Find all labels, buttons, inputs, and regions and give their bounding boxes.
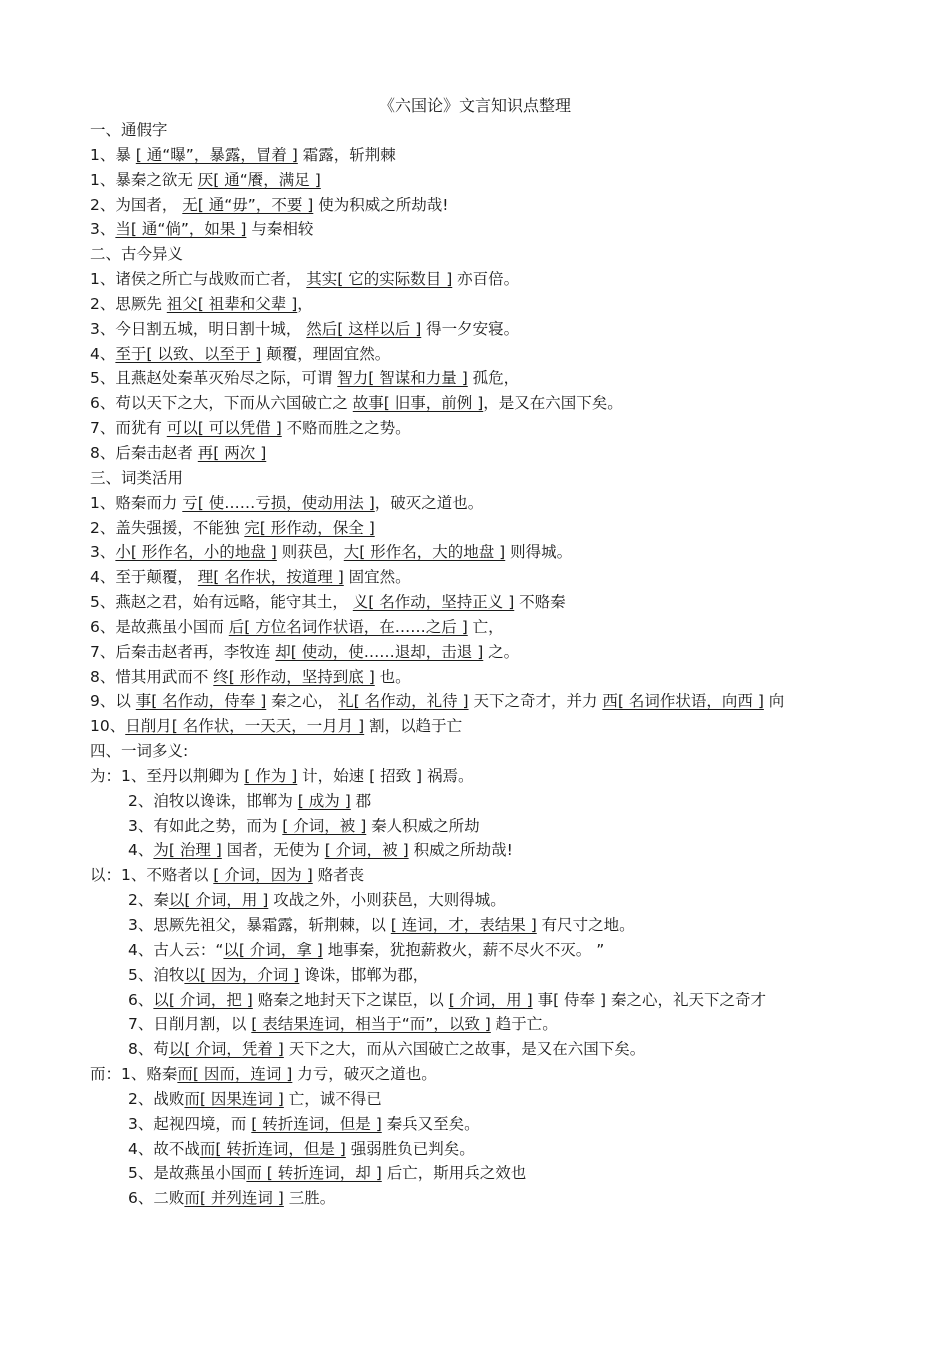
text-fragment: 4、 xyxy=(128,841,154,860)
text-line xyxy=(90,317,920,342)
text-fragment: 不赂而胜之之势。 xyxy=(281,419,411,438)
annotation: 后[ 方位名词作状语，在……之后 ] xyxy=(228,617,468,636)
text-fragment: 三胜。 xyxy=(283,1189,336,1208)
annotation: [ 成为 ] xyxy=(297,791,351,810)
text-fragment: 趋于亡。 xyxy=(490,1015,558,1034)
text-fragment: ，是又在六国下矣。 xyxy=(483,394,623,413)
text-fragment: 亦百倍。 xyxy=(452,270,520,289)
annotation: [ 表结果连词，相当于“而”，以致 ] xyxy=(251,1015,491,1034)
text-fragment: 赂秦之地封天下之谋臣，以 xyxy=(252,990,449,1009)
text-fragment: 向 xyxy=(763,692,785,711)
annotation: 而[ 因果连词 ] xyxy=(184,1089,284,1108)
text-fragment: 强弱胜负已判矣。 xyxy=(345,1139,475,1158)
text-fragment: 四、一词多义: xyxy=(90,742,189,761)
text-fragment: 使为积威之所劫哉! xyxy=(313,195,449,214)
text-fragment: 郡 xyxy=(350,791,372,810)
text-fragment: 5、燕赵之君，始有远略，能守其土， xyxy=(90,593,353,612)
text-fragment: 8、后秦击赵者 xyxy=(90,443,198,462)
text-line xyxy=(90,565,920,590)
annotation: 而[ 转折连词，但是 ] xyxy=(199,1139,346,1158)
annotation: 小[ 形作名，小的地盘 ] xyxy=(115,543,277,562)
text-fragment: 地事秦，犹抱薪救火，薪不尽火不灭。 ” xyxy=(322,940,605,959)
annotation: 义[ 名作动，坚持正义 ] xyxy=(352,593,515,612)
text-fragment: 孤危， xyxy=(467,369,520,388)
annotation: 以[ 介词，用 ] xyxy=(168,891,269,910)
annotation: 为[ 治理 ] xyxy=(153,841,222,860)
annotation: 以[ 介词，拿 ] xyxy=(223,940,323,959)
text-fragment: 7、日削月割，以 xyxy=(128,1015,252,1034)
text-fragment: 而：1、赂秦 xyxy=(90,1065,178,1084)
annotation: 故事[ 旧事，前例 ] xyxy=(352,394,484,413)
text-fragment: 5、洎牧 xyxy=(128,965,185,984)
annotation: 日削月[ 名作状，一天天，一月月 ] xyxy=(125,717,365,736)
text-fragment: 后亡，斯用兵之效也 xyxy=(381,1164,527,1183)
annotation: 以[ 介词，凭着 ] xyxy=(168,1040,284,1059)
annotation: 以[ 因为，介词 ] xyxy=(184,965,300,984)
annotation: [ 介词，被 ] xyxy=(282,816,367,835)
annotation: [ 介词，被 ] xyxy=(324,841,409,860)
annotation: 其实[ 它的实际数目 ] xyxy=(306,270,453,289)
text-line xyxy=(90,366,920,391)
text-fragment: 事[ 侍奉 ] 秦之心，礼天下之奇才 xyxy=(532,990,766,1009)
text-fragment: 亡，诚不得已 xyxy=(283,1089,382,1108)
text-line xyxy=(90,267,920,292)
text-line xyxy=(90,714,920,739)
text-fragment: 9、以 xyxy=(90,692,136,711)
text-fragment: 4、故不战 xyxy=(128,1139,200,1158)
text-fragment: 3、 xyxy=(90,220,116,239)
annotation: 而[ 因而，连词 ] xyxy=(177,1065,293,1084)
text-fragment: 颠覆，理固宜然。 xyxy=(261,344,391,363)
text-fragment: 则得城。 xyxy=(505,543,573,562)
text-line xyxy=(90,217,920,242)
text-fragment: 2、战败 xyxy=(128,1089,185,1108)
text-fragment: 亡， xyxy=(467,617,504,636)
text-line xyxy=(90,1112,920,1137)
text-fragment: 国者，无使为 xyxy=(221,841,325,860)
text-line xyxy=(90,391,920,416)
text-fragment: 3、 xyxy=(90,543,116,562)
text-fragment: 1、赂秦而力 xyxy=(90,493,183,512)
text-fragment: 7、后秦击赵者再，李牧连 xyxy=(90,642,276,661)
text-line xyxy=(90,863,920,888)
text-line xyxy=(90,1012,920,1037)
text-fragment: 2、为国者， xyxy=(90,195,183,214)
text-fragment: 一、通假字 xyxy=(90,121,168,139)
text-fragment: 固宜然。 xyxy=(343,568,411,587)
text-fragment: 1、诸侯之所亡与战败而亡者， xyxy=(90,270,307,289)
text-fragment: 6、二败 xyxy=(128,1189,185,1208)
text-fragment: 不赂秦 xyxy=(514,593,566,612)
text-line xyxy=(90,540,920,565)
annotation: 智力[ 智谋和力量 ] xyxy=(337,369,468,388)
text-fragment: 霜露，斩荆棘 xyxy=(297,145,396,164)
annotation: 亏[ 使……亏损，使动用法 ] xyxy=(182,493,375,512)
document-title: 《六国论》文言知识点整理 xyxy=(378,96,571,115)
text-fragment: 4、 xyxy=(90,344,116,363)
text-fragment: 赂者丧 xyxy=(312,866,365,885)
annotation: 祖父[ 祖辈和父辈 ] xyxy=(166,294,298,313)
text-line xyxy=(90,814,920,839)
text-fragment: 6、苟以天下之大，下而从六国破亡之 xyxy=(90,394,353,413)
text-fragment: 二、古今异义 xyxy=(90,245,184,264)
text-fragment: 3、起视四境，而 xyxy=(128,1114,252,1133)
text-fragment: 有尺寸之地。 xyxy=(536,916,635,934)
text-fragment: 10、 xyxy=(90,717,126,736)
section-heading xyxy=(90,466,920,491)
text-fragment: 以：1、不赂者以 xyxy=(90,866,214,885)
text-line xyxy=(90,913,920,938)
annotation: 理[ 名作状，按道理 ] xyxy=(197,568,344,587)
annotation: 西[ 名词作状语，向西 ] xyxy=(602,692,764,711)
text-fragment: 6、 xyxy=(128,990,154,1009)
text-fragment: 2、思厥先 xyxy=(90,294,167,313)
text-line xyxy=(90,938,920,963)
document-body xyxy=(90,118,920,1211)
text-line xyxy=(90,665,920,690)
text-fragment: 3、有如此之势，而为 xyxy=(128,816,283,835)
text-fragment: 计，始速 [ 招致 ] 祸焉。 xyxy=(297,766,474,785)
text-fragment: 8、苟 xyxy=(128,1040,169,1059)
text-line xyxy=(90,516,920,541)
text-fragment: ，破灭之道也。 xyxy=(374,493,484,512)
annotation: 厌[ 通“餍，满足 ] xyxy=(197,170,321,189)
section-heading xyxy=(90,739,920,764)
text-fragment: 7、而犹有 xyxy=(90,419,167,438)
text-fragment: 3、思厥先祖父，暴霜露，斩荆棘，以 xyxy=(128,916,391,934)
section-heading xyxy=(90,242,920,267)
text-line xyxy=(90,689,920,714)
text-line xyxy=(90,590,920,615)
text-fragment: 天下之奇才，并力 xyxy=(468,692,603,711)
text-fragment: 1、暴 xyxy=(90,145,136,164)
annotation: 当[ 通“倘”，如果 ] xyxy=(115,220,247,239)
annotation: 礼[ 名作动，礼待 ] xyxy=(338,692,469,711)
text-line xyxy=(90,1137,920,1162)
annotation: 而[ 并列连词 ] xyxy=(184,1189,284,1208)
text-fragment: 4、古人云：“ xyxy=(128,940,224,959)
text-line xyxy=(90,441,920,466)
text-fragment: 天下之大，而从六国破亡之故事，是又在六国下矣。 xyxy=(283,1040,646,1059)
annotation: 以[ 介词，把 ] xyxy=(153,990,253,1009)
annotation: 事[ 名作动，侍奉 ] xyxy=(135,692,267,711)
annotation: [ 作为 ] xyxy=(244,766,298,785)
text-fragment: 8、惜其用武而不 xyxy=(90,667,214,686)
text-fragment: 6、是故燕虽小国而 xyxy=(90,617,229,636)
text-fragment: 得一夕安寝。 xyxy=(421,319,520,338)
text-fragment: 谗诛，邯郸为郡， xyxy=(299,965,429,984)
text-fragment: 5、且燕赵处秦革灭殆尽之际，可谓 xyxy=(90,369,338,388)
text-line xyxy=(90,640,920,665)
text-line xyxy=(90,342,920,367)
annotation: [ 通“曝”，暴露，冒着 ] xyxy=(135,145,298,164)
text-fragment: 则获邑， xyxy=(276,543,344,562)
annotation: [ 介词，因为 ] xyxy=(213,866,313,885)
annotation: 然后[ 这样以后 ] xyxy=(306,319,422,338)
text-fragment: 3、今日割五城，明日割十城， xyxy=(90,319,307,338)
annotation: 再[ 两次 ] xyxy=(197,443,267,462)
text-line xyxy=(90,838,920,863)
annotation: 大[ 形作名，大的地盘 ] xyxy=(343,543,506,562)
text-line xyxy=(90,1186,920,1211)
annotation: 可以[ 可以凭借 ] xyxy=(166,419,282,438)
text-line xyxy=(90,963,920,988)
annotation: [ 连词，才，表结果 ] xyxy=(390,916,537,934)
text-fragment: 力亏，破灭之道也。 xyxy=(292,1065,437,1084)
text-line xyxy=(90,491,920,516)
text-line xyxy=(90,888,920,913)
text-fragment: 与秦相较 xyxy=(246,220,314,239)
text-fragment: 2、盖失强援，不能独 xyxy=(90,518,245,537)
text-fragment: 也。 xyxy=(374,667,411,686)
text-line xyxy=(90,143,920,168)
annotation: 无[ 通“毋”，不要 ] xyxy=(182,195,314,214)
text-line xyxy=(90,193,920,218)
annotation: [ 介词，用 ] xyxy=(448,990,533,1009)
text-line xyxy=(90,1161,920,1186)
annotation: 而 [ 转折连词，却 ] xyxy=(246,1164,382,1183)
text-line xyxy=(90,1037,920,1062)
text-line xyxy=(90,168,920,193)
text-fragment: 三、词类活用 xyxy=(90,468,184,487)
text-fragment: 4、至于颠覆， xyxy=(90,568,198,587)
text-line xyxy=(90,1087,920,1112)
text-line xyxy=(90,764,920,789)
text-fragment: 2、洎牧以谗诛，邯郸为 xyxy=(128,791,298,810)
text-fragment: 秦之心， xyxy=(266,692,339,711)
annotation: [ 转折连词，但是 ] xyxy=(251,1114,382,1133)
text-line xyxy=(90,988,920,1013)
text-fragment: ， xyxy=(297,294,313,313)
annotation: 终[ 形作动，坚持到底 ] xyxy=(213,667,375,686)
text-fragment: 之。 xyxy=(483,642,520,661)
text-fragment: 5、是故燕虽小国 xyxy=(128,1164,247,1183)
text-line xyxy=(90,789,920,814)
text-line xyxy=(90,292,920,317)
annotation: 却[ 使动，使……退却，击退 ] xyxy=(275,642,484,661)
text-line xyxy=(90,615,920,640)
text-fragment: 割，以趋于亡 xyxy=(364,717,463,736)
text-line xyxy=(90,1062,920,1087)
section-heading xyxy=(90,118,920,143)
text-fragment: 秦人积威之所劫 xyxy=(366,816,480,835)
text-fragment: 攻战之外，小则获邑，大则得城。 xyxy=(268,891,506,910)
text-fragment: 2、秦 xyxy=(128,891,169,910)
text-fragment: 1、暴秦之欲无 xyxy=(90,170,198,189)
annotation: 完[ 形作动，保全 ] xyxy=(244,518,375,537)
text-line xyxy=(90,416,920,441)
text-fragment: 秦兵又至矣。 xyxy=(381,1114,480,1133)
text-fragment: 为：1、至丹以荆卿为 xyxy=(90,766,245,785)
text-fragment: 积威之所劫哉! xyxy=(408,841,513,860)
annotation: 至于[ 以致、以至于 ] xyxy=(115,344,262,363)
